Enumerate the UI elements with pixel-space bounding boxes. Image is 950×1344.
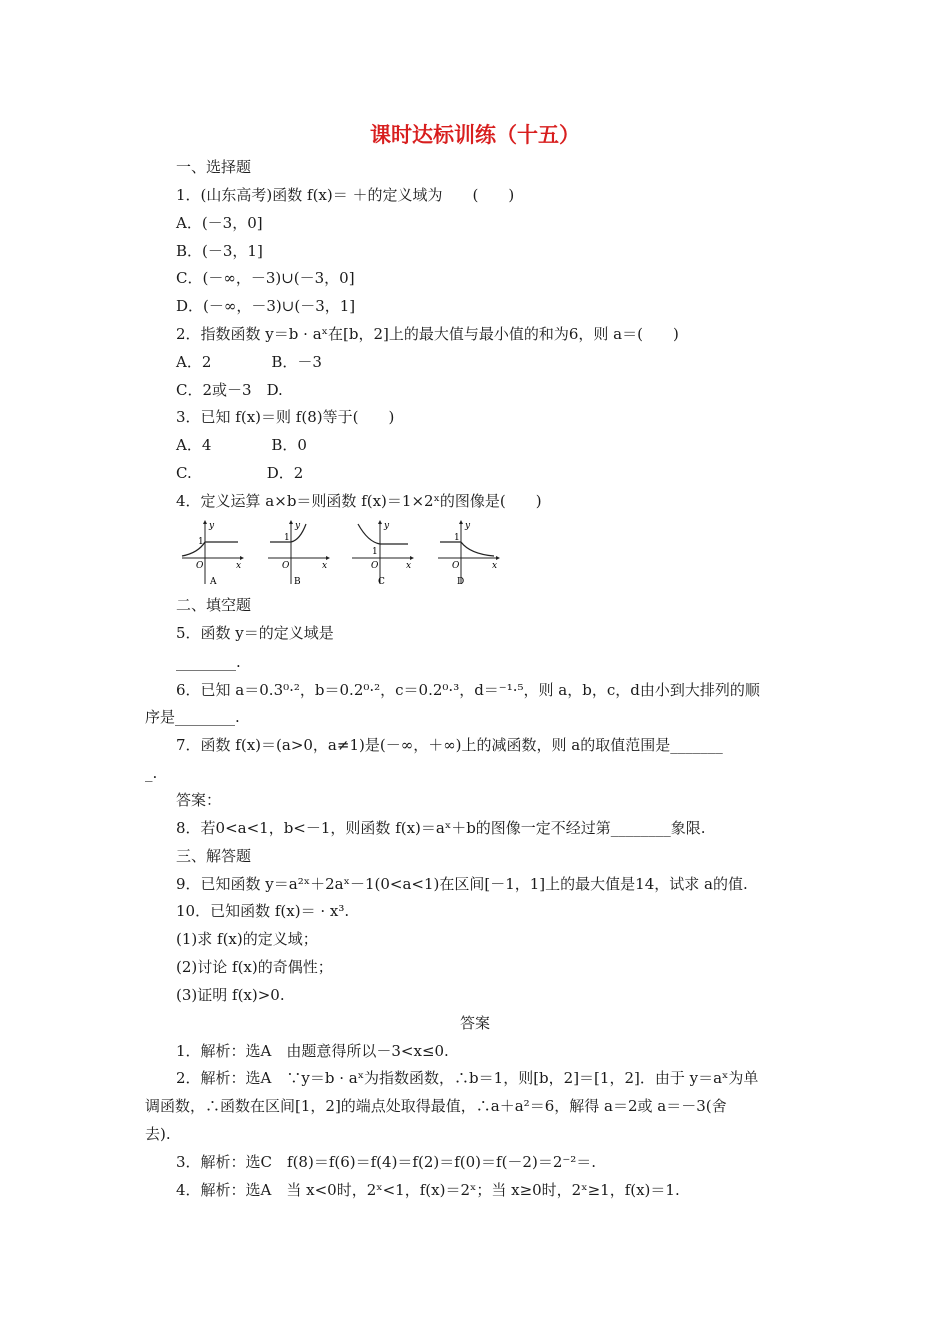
graph-d-label: D [457,577,465,587]
options-3ab: A．4 B．0 [176,436,307,454]
graph-a-y-label: y [209,521,215,531]
graph-c-origin: O [371,561,379,571]
question-2: 2．指数函数 y＝b · aˣ在[b，2]上的最大值与最小值的和为6，则 a＝( ) [176,325,679,343]
question-6: 6．已知 a＝0.3⁰·²，b＝0.2⁰·²，c＝0.2⁰·³，d＝⁻¹·⁵，则 a，b，c，d由小到大排列的顺 [176,681,760,699]
option-1b: B．(－3，1] [176,242,263,260]
graph-option-d [436,518,500,588]
graph-d-y-label: y [465,521,471,531]
answer-2-cont: 调函数，∴函数在区间[1，2]的端点处取得最值，∴a＋a²＝6，解得 a＝2或 a＝－3(舍 [145,1097,727,1115]
question-3: 3．已知 f(x)＝则 f(8)等于( ) [176,408,395,426]
question-7: 7．函数 f(x)＝(a>0，a≠1)是(－∞，＋∞)上的减函数，则 a的取值范围是_______ [176,736,723,754]
question-4: 4．定义运算 a×b＝则函数 f(x)＝1×2ˣ的图像是( ) [176,492,542,510]
answer-1: 1．解析：选A 由题意得所以－3<x≤0. [176,1042,449,1060]
option-1a: A．(－3，0] [176,214,263,232]
graph-c-one: 1 [372,547,378,557]
answer-label: 答案： [176,791,222,809]
question-9: 9．已知函数 y＝a²ˣ＋2aˣ－1(0<a<1)在区间[－1，1]上的最大值是14，试求 a的值. [176,875,748,893]
graph-d-one: 1 [454,533,460,543]
graph-b-origin: O [282,561,290,571]
answers-heading: 答案 [459,1014,490,1032]
answer-4: 4．解析：选A 当 x<0时，2ˣ<1，f(x)＝2ˣ；当 x≥0时，2ˣ≥1，f(x)＝1. [176,1181,680,1199]
section-heading-fill: 二、填空题 [176,596,252,614]
question-7-cont: _. [145,764,158,782]
section-heading-choice: 一、选择题 [176,158,252,176]
question-6-cont: 序是________. [145,708,240,726]
option-1d: D．(－∞，－3)∪(－3，1] [176,297,356,315]
options-3cd: C. D．2 [176,464,304,482]
graph-a-x-label: x [236,561,242,571]
graph-a-label: A [210,577,217,587]
graph-b-y-label: y [295,521,301,531]
graph-a-one: 1 [198,537,204,547]
question-8: 8．若0<a<1，b<－1，则函数 f(x)＝aˣ＋b的图像一定不经过第________象限. [176,819,706,837]
graph-c-label: C [378,577,385,587]
answer-3: 3．解析：选C f(8)＝f(6)＝f(4)＝f(2)＝f(0)＝f(－2)＝2⁻²＝. [176,1153,597,1171]
graph-option-b [266,518,330,588]
question-10-part-1: (1)求 f(x)的定义域； [176,930,318,948]
question-10: 10．已知函数 f(x)＝ · x³. [176,902,350,920]
page-title: 课时达标训练（十五） [370,123,580,147]
option-1c: C．(－∞，－3)∪(－3，0] [176,269,355,287]
graph-a-origin: O [196,561,204,571]
answer-2: 2．解析：选A ∵y＝b · aˣ为指数函数，∴b＝1，则[b，2]＝[1，2]．由于 y＝aˣ为单 [176,1069,759,1087]
graph-b-label: B [294,577,301,587]
answer-2-end: 去). [145,1125,171,1143]
graph-d-origin: O [452,561,460,571]
question-1: 1．(山东高考)函数 f(x)＝ ＋的定义域为 ( ) [176,186,515,204]
options-2ab: A．2 B．－3 [176,353,322,371]
graph-b-one: 1 [284,533,290,543]
graph-option-a [180,518,244,588]
question-5: 5．函数 y＝的定义域是 [176,624,334,642]
question-5-blank: ________. [176,653,241,671]
graph-option-c [350,518,414,588]
graph-c-y-label: y [384,521,390,531]
graph-d-x-label: x [492,561,498,571]
question-10-part-2: (2)讨论 f(x)的奇偶性； [176,958,333,976]
graph-b-x-label: x [322,561,328,571]
section-heading-solve: 三、解答题 [176,847,252,865]
question-10-part-3: (3)证明 f(x)>0. [176,986,285,1004]
options-2cd: C．2或－3 D. [176,381,283,399]
graph-c-x-label: x [406,561,412,571]
